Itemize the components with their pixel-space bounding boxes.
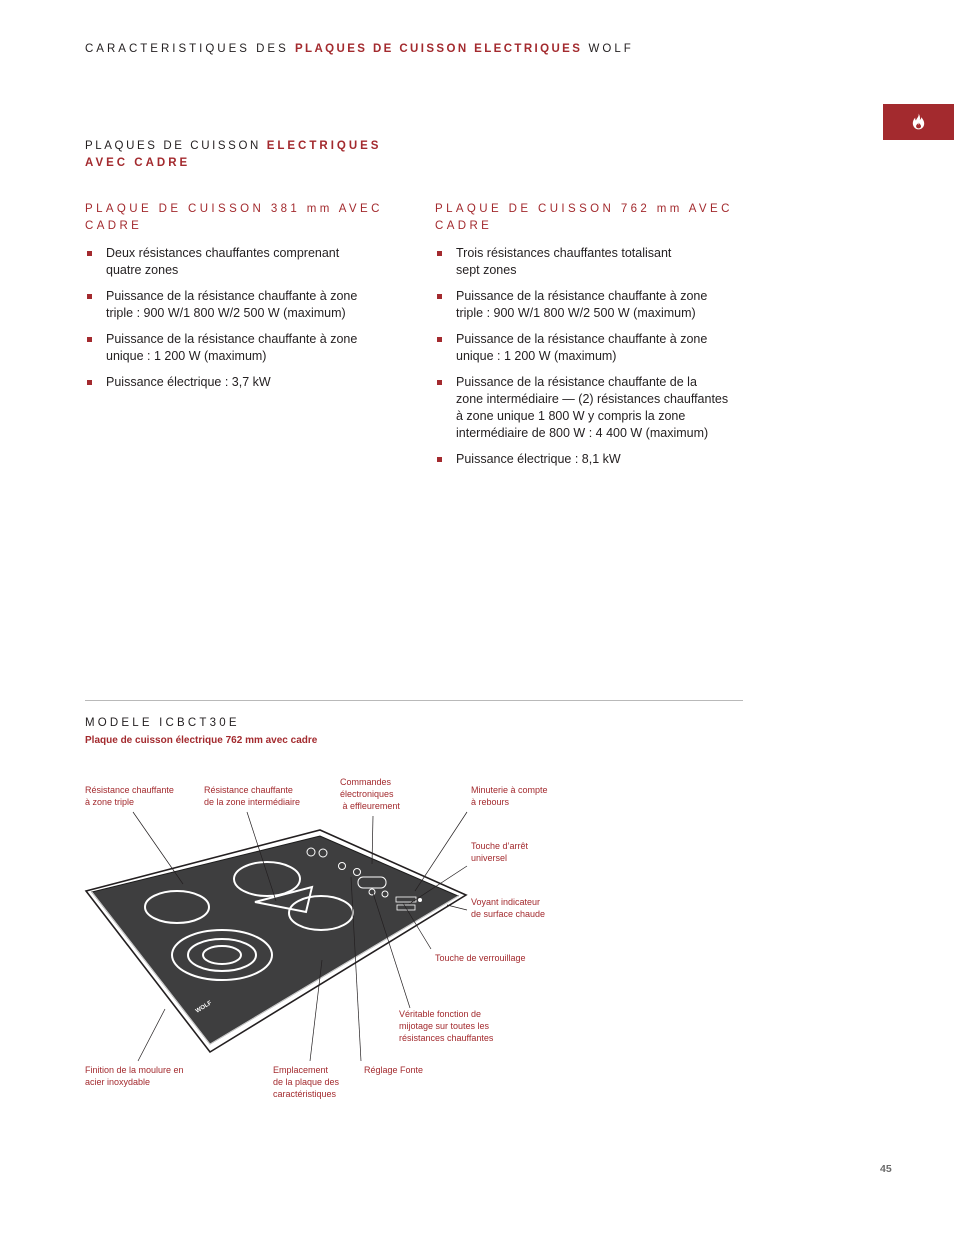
label-universal-off: Touche d’arrêt universel [471, 841, 529, 863]
bullet-square-icon [437, 337, 442, 342]
right-column-title [435, 201, 733, 235]
model-title: MODELE ICBCT30E [85, 717, 240, 729]
left-bullet-list [85, 245, 405, 400]
flame-icon [912, 113, 925, 130]
right-title-line1: PLAQUE DE CUISSON 762 mm AVEC [435, 203, 733, 215]
bullet-square-icon [437, 294, 442, 299]
bullet-square-icon [437, 380, 442, 385]
label-melt: Réglage Fonte [364, 1065, 424, 1075]
left-title-line1: PLAQUE DE CUISSON 381 mm AVEC [85, 203, 383, 215]
wolf-logo: WOLF [194, 1000, 214, 1015]
label-touch-controls: Commandes électroniques à effleurement [340, 777, 400, 811]
running-header [85, 43, 634, 55]
list-item: Puissance électrique : 3,7 kW [85, 374, 405, 391]
list-item: Trois résistances chauffantes totalisant sept zones [435, 245, 775, 279]
section-tab[interactable] [883, 104, 954, 140]
label-simmer: Véritable fonction de mijotage sur toutes les résistances chauffantes [399, 1009, 494, 1043]
bullet-square-icon [87, 251, 92, 256]
list-item: Puissance de la résistance chauffante à zone unique : 1 200 W (maximum) [435, 331, 775, 365]
section-title-highlight: ELECTRIQUES [266, 140, 382, 152]
header-suffix: WOLF [588, 43, 634, 55]
section-title-line2: AVEC CADRE [85, 157, 191, 169]
list-item: Puissance de la résistance chauffante de la zone intermédiaire — (2) résistances chauffantes à zone unique 1 800 W y compris la zone intermédiaire de 800 W : 4 400 W (maximum) [435, 374, 775, 442]
list-item: Puissance électrique : 8,1 kW [435, 451, 775, 468]
label-trim: Finition de la moulure en acier inoxydable [85, 1065, 184, 1087]
label-lock: Touche de verrouillage [435, 953, 526, 963]
list-item: Puissance de la résistance chauffante à zone triple : 900 W/1 800 W/2 500 W (maximum) [85, 288, 405, 322]
section-title [85, 138, 381, 172]
list-item: Puissance de la résistance chauffante à zone unique : 1 200 W (maximum) [85, 331, 405, 365]
bullet-square-icon [437, 457, 442, 462]
bullet-square-icon [87, 294, 92, 299]
section-title-prefix: PLAQUES DE CUISSON [85, 140, 261, 152]
model-subtitle: Plaque de cuisson électrique 762 mm avec cadre [85, 735, 318, 746]
page-number: 45 [880, 1163, 892, 1175]
bullet-square-icon [437, 251, 442, 256]
bullet-square-icon [87, 337, 92, 342]
right-bullet-list [435, 245, 775, 477]
bullet-square-icon [87, 380, 92, 385]
label-intermediate-zone: Résistance chauffante de la zone intermédiaire [204, 785, 301, 807]
list-item: Deux résistances chauffantes comprenant quatre zones [85, 245, 405, 279]
label-rating-plate: Emplacement de la plaque des caractéristiques [273, 1065, 340, 1099]
list-item: Puissance de la résistance chauffante à zone triple : 900 W/1 800 W/2 500 W (maximum) [435, 288, 775, 322]
label-timer: Minuterie à compte à rebours [471, 785, 548, 807]
header-prefix: CARACTERISTIQUES DES [85, 43, 289, 55]
left-column-title [85, 201, 383, 235]
label-hot-surface: Voyant indicateur de surface chaude [471, 897, 546, 919]
left-title-line2: CADRE [85, 220, 143, 232]
right-title-line2: CADRE [435, 220, 493, 232]
section-divider [85, 700, 743, 701]
label-triple-zone: Résistance chauffante à zone triple [85, 785, 174, 807]
header-highlight: PLAQUES DE CUISSON ELECTRIQUES [294, 43, 583, 55]
